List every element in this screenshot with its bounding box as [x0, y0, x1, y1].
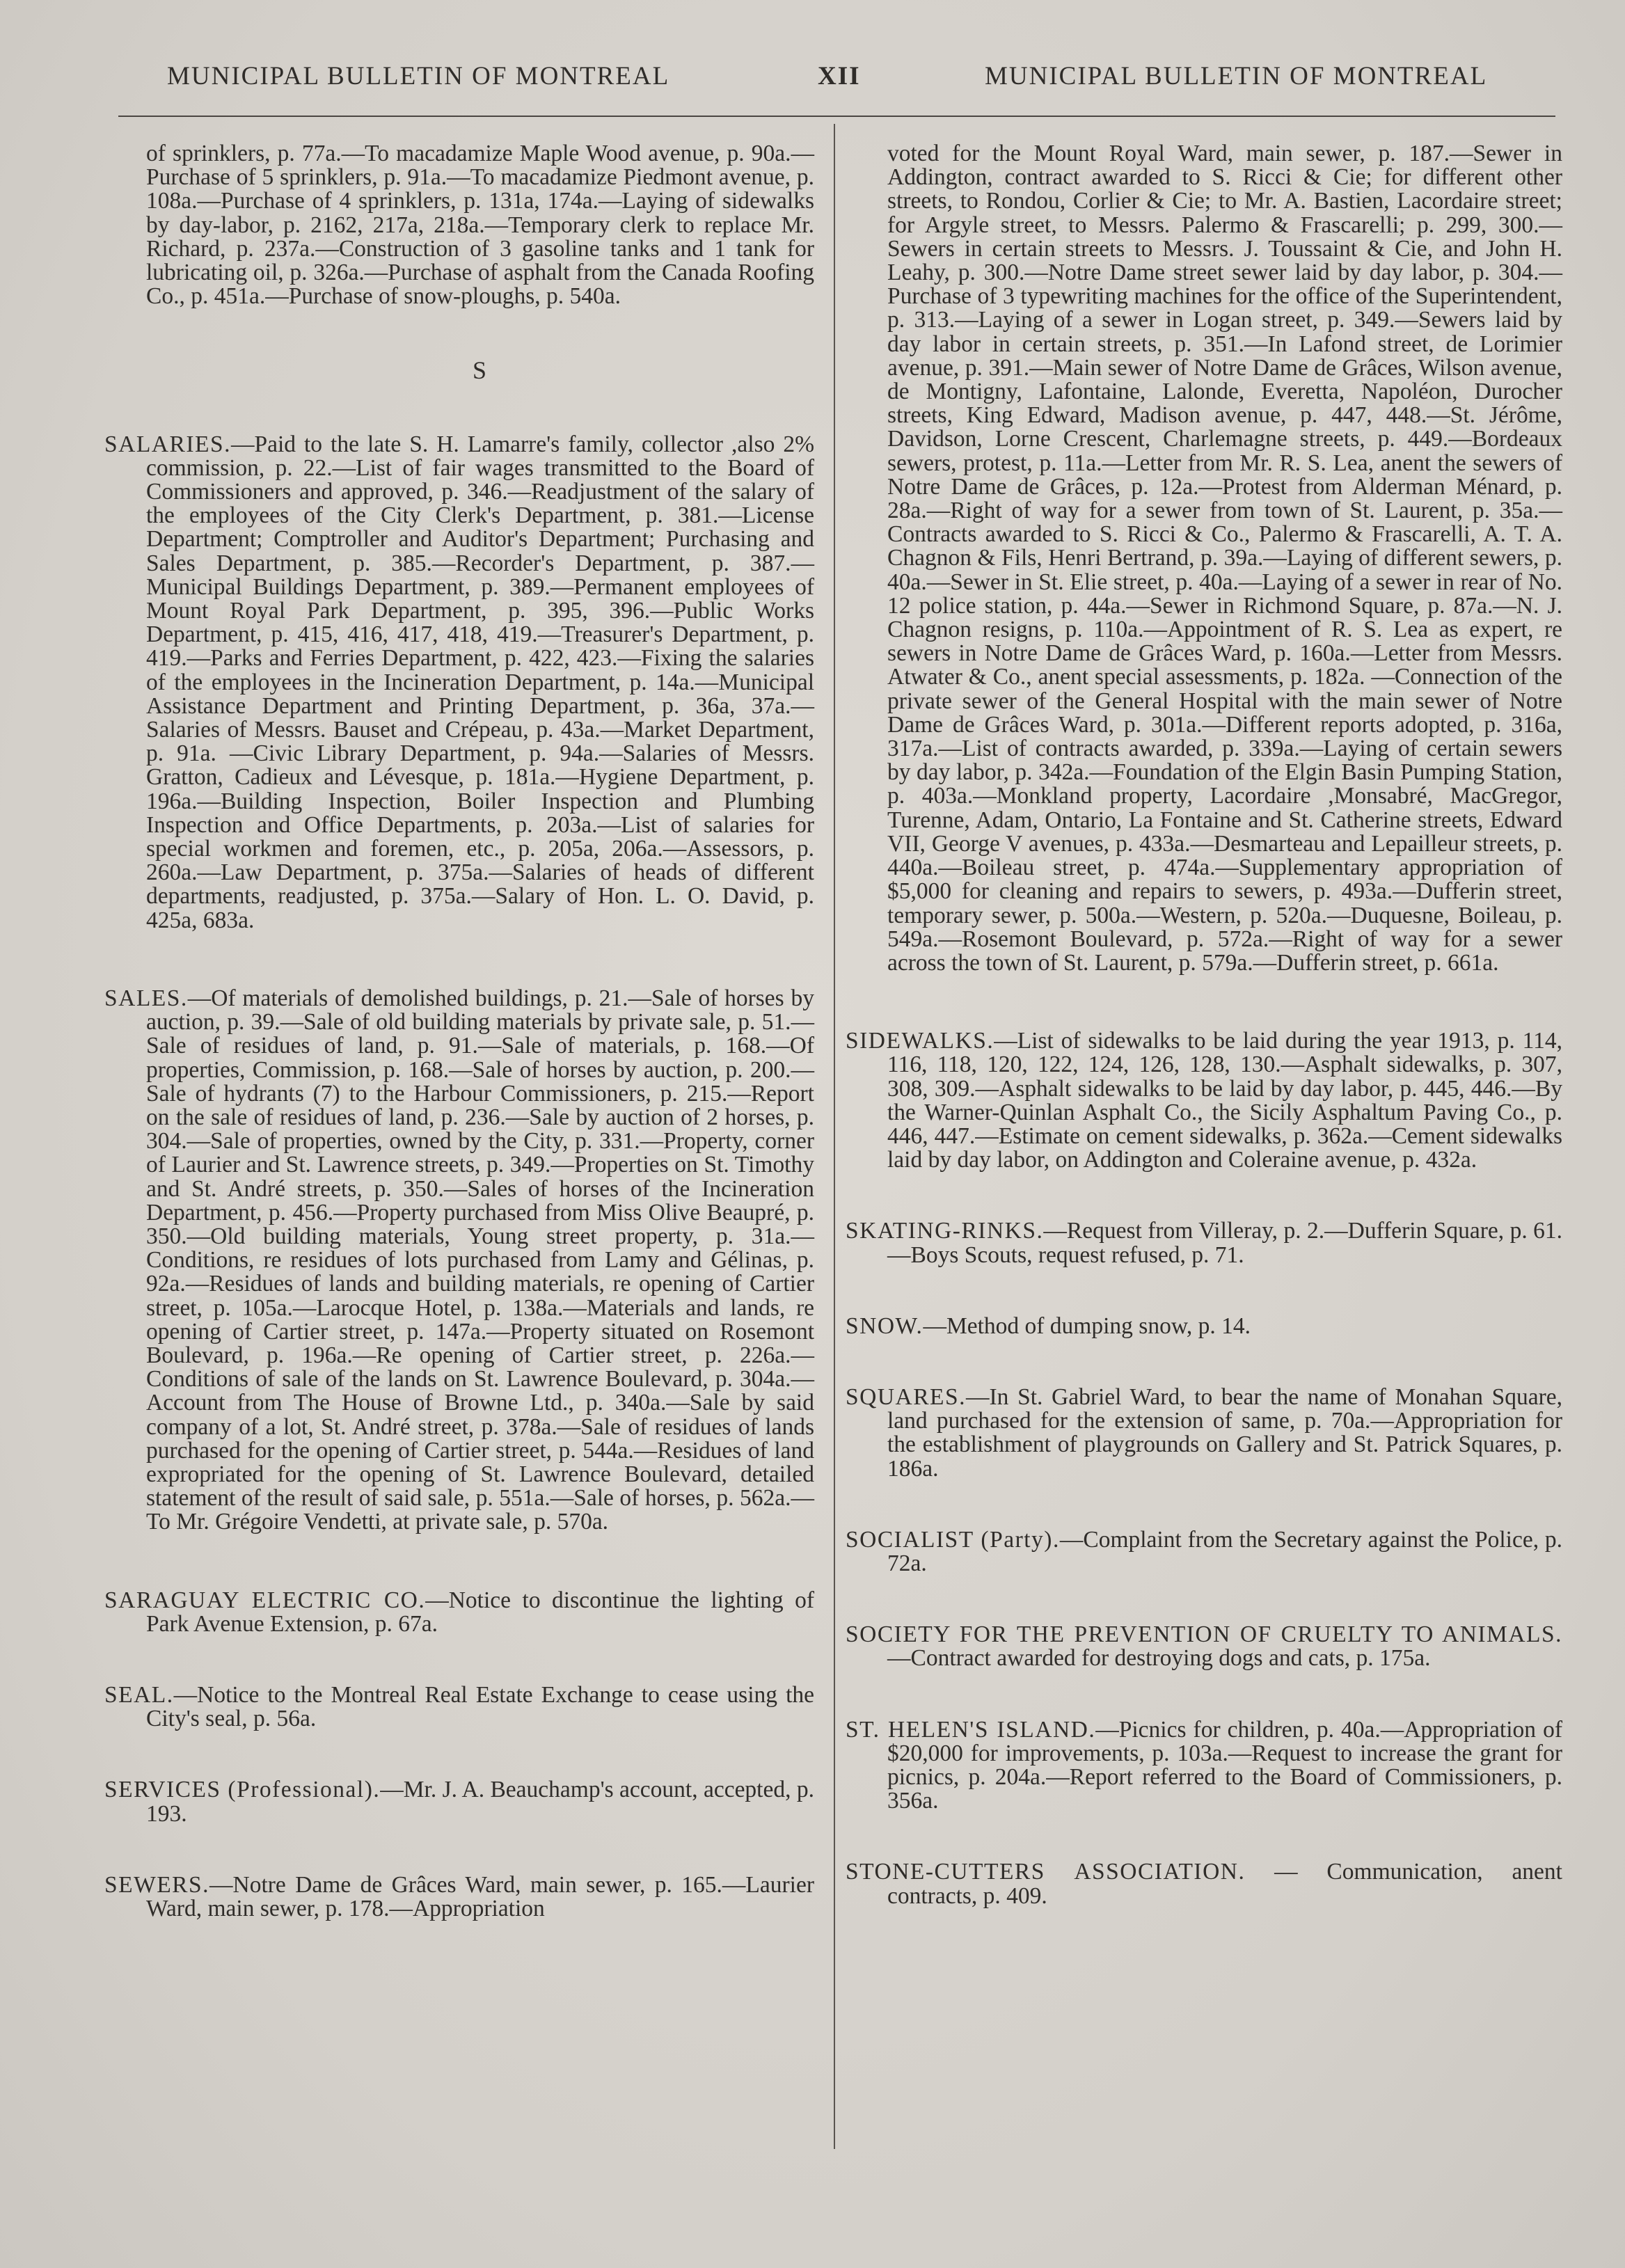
entry-keyword: SALARIES.: [104, 431, 231, 457]
entry-keyword: SARAGUAY ELECTRIC CO.: [104, 1587, 426, 1613]
index-entry-stone-cutters: [846, 1860, 1562, 1908]
entry-keyword: SOCIETY FOR THE PREVENTION OF CRUELTY TO ANIMALS.: [846, 1621, 1562, 1648]
entry-keyword: SKATING-RINKS.: [846, 1218, 1044, 1244]
entry-keyword: SEWERS.: [104, 1871, 210, 1898]
entry-text: —Notre Dame de Grâces Ward, main sewer, p. 165.—Laurier Ward, main sewer, p. 178.—Appropriation: [146, 1871, 814, 1921]
entry-keyword: SQUARES.: [846, 1383, 967, 1410]
entry-text: —Contract awarded for destroying dogs and cats, p. 175a.: [887, 1645, 1431, 1672]
column-divider: [834, 124, 835, 2149]
page-number: XII: [818, 62, 861, 90]
entry-text: —Request from Villeray, p. 2.—Dufferin Square, p. 61.—Boys Scouts, request refused, p. 71.: [887, 1218, 1562, 1268]
entry-keyword: SALES.: [104, 985, 188, 1011]
index-entry-services: [104, 1778, 814, 1825]
entry-keyword: SIDEWALKS.: [846, 1028, 994, 1054]
entry-keyword: SNOW.: [846, 1313, 924, 1339]
index-entry-skating-rinks: [846, 1219, 1562, 1267]
entry-keyword: STONE-CUTTERS ASSOCIATION.: [846, 1859, 1246, 1885]
entry-text: —Notice to the Montreal Real Estate Exchange to cease using the City's seal, p. 56a.: [146, 1681, 814, 1732]
index-entry-saraguay-electric: [104, 1589, 814, 1636]
continued-entry-text: of sprinklers, p. 77a.—To macadamize Maple Wood avenue, p. 90a.—Purchase of 5 sprinklers, p. 91a.—To macadamize Piedmont avenue, p. 108a.—Purchase of 4 sprinklers, p. 131a, 174a.—Laying of sidewalks by day-labor, p. 2162, 217a, 218a.—Temporary clerk to replace Mr. Richard, p. 237a.—Construction of 3 gasoline tanks and 1 tank for lubricating oil, p. 326a.—Purchase of asphalt from the Canada Roofing Co., p. 451a.—Purchase of snow-ploughs, p. 540a.: [146, 141, 814, 310]
left-column: [104, 142, 814, 1921]
entry-keyword: SOCIALIST (Party).: [846, 1526, 1060, 1553]
entry-text: —Of materials of demolished buildings, p. 21.—Sale of horses by auction, p. 39.—Sale of old building materials by private sale, p. 51.—Sale of residues of land, p. 91.—Sale of materials, p. 168.—Of properties, Commission, p. 168.—Sale of horses by auction, p. 200.—Sale of hydrants (7) to the Harbour Commissioners, p. 215.—Report on the sale of residues of land, p. 236.—Sale by auction of 2 horses, p. 304.—Sale of properties, owned by the City, p. 331.—Property, corner of Laurier and St. Lawrence streets, p. 349.—Properties on St. Timothy and St. André streets, p. 350.—Sales of horses of the Incineration Department, p. 456.—Property purchased from Miss Olive Beaupré, p. 350.—Old building materials, Young street property, p. 31a.—Conditions, re residues of lots purchased from Lamy and Gélinas, p. 92a.—Residues of lands and building materials, re opening of Cartier street, p. 105a.—Larocque Hotel, p. 138a.—Materials and lands, re opening of Cartier street, p. 147a.—Property situated on Rosemont Boulevard, p. 196a.—Re opening of Cartier street, p. 226a.—Conditions of sale of the lands on St. Lawrence Boulevard, p. 304a.—Account from The House of Browne Ltd., p. 340a.—Sale by said company of a lot, St. André street, p. 378a.—Sale of residues of lands purchased for the opening of Cartier street, p. 544a.—Residues of land expropriated for the opening of St. Lawrence Boulevard, detailed statement of the result of said sale, p. 551a.—Sale of horses, p. 562a.—To Mr. Grégoire Vendetti, at private sale, p. 570a.: [146, 985, 814, 1535]
entry-text: —In St. Gabriel Ward, to bear the name of Monahan Square, land purchased for the extension of same, p. 70a.—Appropriation for the establishment of playgrounds on Gallery and St. Patrick Squares, p. 186a.: [887, 1383, 1562, 1482]
running-header: [125, 61, 1566, 103]
entry-text: — Communication, anent contracts, p. 409.: [887, 1859, 1562, 1909]
index-entry-sewers: [104, 1873, 814, 1921]
entry-text: —List of sidewalks to be laid during the year 1913, p. 114, 116, 118, 120, 122, 124, 126, 128, 130.—Asphalt sidewalks, p. 307, 308, 309.—Asphalt sidewalks to be laid by day labor, p. 445, 446.—By the Warner-Quinlan Asphalt Co., the Sicily Asphaltum Paving Co., p. 446, 447.—Estimate on cement sidewalks, p. 362a.—Cement sidewalks laid by day labor, on Addington and Coleraine avenue, p. 432a.: [887, 1028, 1562, 1173]
entry-text: —Picnics for children, p. 40a.—Appropriation of $20,000 for improvements, p. 103a.—Request to increase the grant for picnics, p. 204a.—Report referred to the Board of Commissioners, p. 356a.: [887, 1716, 1562, 1814]
section-letter: S: [472, 356, 489, 385]
index-entry-sidewalks: [846, 1029, 1562, 1172]
entry-text: —Mr. J. A. Beauchamp's account, accepted, p. 193.: [146, 1777, 814, 1827]
header-title-right: MUNICIPAL BULLETIN OF MONTREAL: [985, 62, 1488, 90]
index-entry-st-helens-island: [846, 1718, 1562, 1814]
index-entry-snow: [846, 1315, 1562, 1338]
header-title-left: MUNICIPAL BULLETIN OF MONTREAL: [167, 62, 670, 90]
index-entry-sales: [104, 987, 814, 1535]
entry-text: —Method of dumping snow, p. 14.: [923, 1313, 1251, 1339]
header-rule: [118, 116, 1555, 117]
index-entry-socialist: [846, 1528, 1562, 1576]
entry-keyword: ST. HELEN'S ISLAND.: [846, 1716, 1096, 1743]
entry-text: —Notice to discontinue the lighting of Park Avenue Extension, p. 67a.: [146, 1587, 814, 1637]
entry-keyword: SERVICES (Professional).: [104, 1777, 381, 1803]
entry-text: —Complaint from the Secretary against the Police, p. 72a.: [887, 1526, 1563, 1576]
index-entry-salaries: [104, 433, 814, 933]
right-column: [846, 142, 1562, 1908]
continued-entry-text: voted for the Mount Royal Ward, main sewer, p. 187.—Sewer in Addington, contract awarded to S. Ricci & Cie; for different other streets, to Rondou, Corlier & Cie; to Mr. A. Bastien, Lacordaire street; for Argyle street, to Messrs. Palermo & Frascarelli; p. 299, 300.—Sewers in certain streets to Messrs. J. Toussaint & Cie, and John H. Leahy, p. 300.—Notre Dame street sewer laid by day labor, p. 304.—Purchase of 3 typewriting machines for the office of the Superintendent, p. 313.—Laying of a sewer in Logan street, p. 349.—Sewers laid by day labor in certain streets, p. 351.—In Lafond street, de Lorimier avenue, p. 391.—Main sewer of Notre Dame de Grâces, Wilson avenue, de Montigny, Lafontaine, Lalonde, Everetta, Napoléon, Durocher streets, King Edward, Madison avenue, p. 447, 448.—St. Jérôme, Davidson, Lorne Crescent, Charlemagne streets, p. 449.—Bordeaux sewers, protest, p. 11a.—Letter from Mr. R. S. Lea, anent the sewers of Notre Dame de Grâces, p. 12a.—Protest from Alderman Ménard, p. 28a.—Right of way for a sewer from town of St. Laurent, p. 35a.—Contracts awarded to S. Ricci & Co., Palermo & Frascarelli, A. T. A. Chagnon & Fils, Henri Bertrand, p. 39a.—Laying of different sewers, p. 40a.—Sewer in St. Elie street, p. 40a.—Laying of a sewer in rear of No. 12 police station, p. 44a.—Sewer in Richmond Square, p. 87a.—N. J. Chagnon resigns, p. 110a.—Appointment of R. S. Lea as expert, re sewers in Notre Dame de Grâces Ward, p. 160a.—Letter from Messrs. Atwater & Co., anent special assessments, p. 182a. —Connection of the private sewer of the General Hospital with the main sewer of Notre Dame de Grâces Ward, p. 301a.—Different reports adopted, p. 316a, 317a.—List of contracts awarded, p. 339a.—Laying of certain sewers by day labor, p. 342a.—Foundation of the Elgin Basin Pumping Station, p. 403a.—Monkland property, Lacordaire ,Monsabré, MacGregor, Turenne, Adam, Ontario, La Fontaine and St. Catherine streets, Edward VII, George V avenues, p. 433a.—Desmarteau and Lepailleur streets, p. 440a.—Boileau street, p. 474a.—Supplementary appropriation of $5,000 for cleaning and repairs to sewers, p. 493a.—Dufferin street, temporary sewer, p. 500a.—Western, p. 520a.—Duquesne, Boileau, p. 549a.—Rosemont Boulevard, p. 572a.—Right of way for a sewer across the town of St. Laurent, p. 579a.—Dufferin street, p. 661a.: [887, 141, 1562, 976]
index-entry-spca: [846, 1623, 1562, 1670]
entry-keyword: SEAL.: [104, 1681, 174, 1708]
index-entry-seal: [104, 1683, 814, 1731]
entry-text: —Paid to the late S. H. Lamarre's family, collector ,also 2% commission, p. 22.—List of fair wages transmitted to the Board of Commissioners and approved, p. 346.—Readjustment of the salary of the employees of the City Clerk's Department, p. 381.—License Department; Comptroller and Auditor's Department; Purchasing and Sales Department, p. 385.—Recorder's Department, p. 387.—Municipal Buildings Department, p. 389.—Permanent employees of Mount Royal Park Department, p. 395, 396.—Public Works Department, p. 415, 416, 417, 418, 419.—Treasurer's Department, p. 419.—Parks and Ferries Department, p. 422, 423.—Fixing the salaries of the employees in the Incineration Department, p. 14a.—Municipal Assistance Department and Printing Department, p. 36a, 37a.—Salaries of Messrs. Bauset and Crépeau, p. 43a.—Market Department, p. 91a. —Civic Library Department, p. 94a.—Salaries of Messrs. Gratton, Cadieux and Lévesque, p. 181a.—Hygiene Department, p. 196a.—Building Inspection, Boiler Inspection and Plumbing Inspection and Office Departments, p. 203a.—List of salaries for special workmen and foremen, etc., p. 205a, 206a.—Assessors, p. 260a.—Law Department, p. 375a.—Salaries of heads of different departments, readjusted, p. 375a.—Salary of Hon. L. O. David, p. 425a, 683a.: [146, 431, 814, 933]
index-entry-squares: [846, 1383, 1562, 1482]
